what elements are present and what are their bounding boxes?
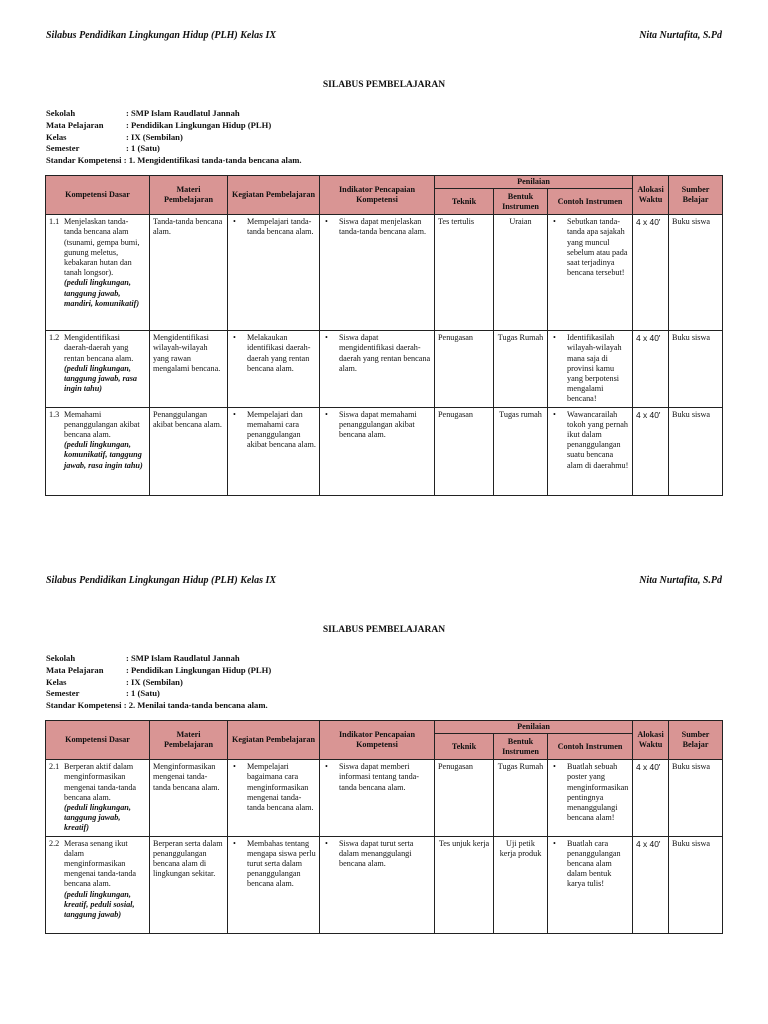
table-row: 1.1 Menjelaskan tanda-tanda bencana alam (tsunami, gempa bumi, gunung meletus, kebakaran hutan dan tanah longsor). (peduli lingkungan, tanggung jawab, mandiri, komunikatif) Tanda-tanda bencana alam. • Mempelajari tanda-tanda bencana alam. • Siswa dapat menjelaskan tanda-tanda bencana alam. Tes tertulis Uraian • Sebutkan tanda-tanda apa sajakah yang muncul sebelum atau pada saat terjadinya bencana tersebut! 4 x 40' Buku siswa [46, 215, 723, 331]
page-header-left: Silabus Pendidikan Lingkungan Hidup (PLH) Kelas IX [46, 575, 277, 586]
bullet-icon: • [553, 217, 556, 227]
syllabus-info: Sekolah : SMP Islam Raudlatul Jannah Mata Pelajaran : Pendidikan Lingkungan Hidup (PLH) Kelas : IX (Sembilan) Semester : 1 (Satu) Standar Kompetensi : 2. Menilai tanda-tanda bencana alam. [46, 653, 272, 711]
table-row: 2.2 Merasa senang ikut dalam menginformasikan mengenai tanda-tanda bencana alam. (peduli lingkungan, kreatif, peduli sosial, tanggung jawab) Berperan serta dalam penanggulangan bencana alam di lingkungan sekitar. • Membahas tentang mengapa siswa perlu turut serta dalam penanggulangan bencana alam. • Siswa dapat turut serta dalam menanggulangi bencana alam. Tes unjuk kerja Uji petik kerja produk • Buatlah cara penanggulangan bencana alam dalam bentuk karya tulis! 4 x 40' Buku siswa [46, 836, 723, 933]
bullet-icon: • [233, 217, 236, 227]
col-materi: Materi Pembelajaran [150, 176, 228, 215]
col-contoh: Contoh Instrumen [548, 189, 633, 215]
bullet-icon: • [233, 333, 236, 343]
bullet-icon: • [325, 333, 328, 343]
bullet-icon: • [553, 838, 556, 848]
table-row: 1.3 Memahami penanggulangan akibat bencana alam. (peduli lingkungan, komunikatif, tanggung jawab, rasa ingin tahu) Penanggulangan akibat bencana alam. • Mempelajari dan memahami cara penanggulangan akibat bencana alam. • Siswa dapat memahami penanggulangan akibat bencana alam. Penugasan Tugas rumah • Wawancarailah tokoh yang pernah ikut dalam penanggulangan suatu bencana alam di daerahmu! 4 x 40' Buku siswa [46, 407, 723, 495]
col-penilaian: Penilaian [435, 721, 633, 734]
col-bentuk: Bentuk Instrumen [494, 734, 548, 760]
bullet-icon: • [325, 838, 328, 848]
table-row: 2.1 Berperan aktif dalam menginformasikan mengenai tanda-tanda bencana alam. (peduli lingkungan, tanggung jawab, kreatif) Menginformasikan mengenai tanda-tanda bencana alam. • Mempelajari bagaimana cara menginformasikan mengenai tanda-tanda bencana alam. • Siswa dapat memberi informasi tentang tanda-tanda bencana alam. Penugasan Tugas Rumah • Buatlah sebuah poster yang menginformasikan pentingnya menanggulangi bencana alam! 4 x 40' Buku siswa [46, 760, 723, 836]
page-title: SILABUS PEMBELAJARAN [322, 625, 446, 635]
col-teknik: Teknik [435, 189, 494, 215]
col-penilaian: Penilaian [435, 176, 633, 189]
page-header-left: Silabus Pendidikan Lingkungan Hidup (PLH) Kelas IX [46, 30, 277, 41]
syllabus-table [45, 720, 723, 934]
bullet-icon: • [553, 762, 556, 772]
col-sumber: Sumber Belajar [669, 721, 723, 760]
bullet-icon: • [325, 762, 328, 772]
col-alokasi: Alokasi Waktu [633, 176, 669, 215]
bullet-icon: • [325, 217, 328, 227]
col-alokasi: Alokasi Waktu [633, 721, 669, 760]
syllabus-table [45, 175, 723, 496]
col-kompetensi-dasar: Kompetensi Dasar [46, 721, 150, 760]
col-kegiatan: Kegiatan Pembelajaran [228, 176, 320, 215]
bullet-icon: • [233, 409, 236, 419]
col-materi: Materi Pembelajaran [150, 721, 228, 760]
table-row: 1.2 Mengidentifikasi daerah-daerah yang rentan bencana alam. (peduli lingkungan, tanggung jawab, rasa ingin tahu) Mengidentifikasi wilayah-wilayah yang rawan mengalami bencana. • Melakaukan identifikasi daerah-daerah yang rentan bencana alam. • Siswa dapat mengidentifikasi daerah-daerah yang rentan bencana alam. Penugasan Tugas Rumah • Identifikasilah wilayah-wilayah mana saja di provinsi kamu yang berpotensi mengalami bencana! 4 x 40' Buku siswa [46, 331, 723, 407]
bullet-icon: • [553, 333, 556, 343]
bullet-icon: • [233, 838, 236, 848]
col-teknik: Teknik [435, 734, 494, 760]
col-kegiatan: Kegiatan Pembelajaran [228, 721, 320, 760]
page-title: SILABUS PEMBELAJARAN [322, 80, 446, 90]
page-header-right: Nita Nurtafita, S.Pd [639, 30, 722, 41]
bullet-icon: • [325, 409, 328, 419]
col-indikator: Indikator Pencapaian Kompetensi [320, 721, 435, 760]
col-bentuk: Bentuk Instrumen [494, 189, 548, 215]
syllabus-info: Sekolah : SMP Islam Raudlatul Jannah Mata Pelajaran : Pendidikan Lingkungan Hidup (PLH) Kelas : IX (Sembilan) Semester : 1 (Satu) Standar Kompetensi : 1. Mengidentifikasi tanda-tanda bencana alam. [46, 108, 302, 166]
bullet-icon: • [233, 762, 236, 772]
bullet-icon: • [553, 409, 556, 419]
col-indikator: Indikator Pencapaian Kompetensi [320, 176, 435, 215]
page-header-right: Nita Nurtafita, S.Pd [639, 575, 722, 586]
col-contoh: Contoh Instrumen [548, 734, 633, 760]
col-kompetensi-dasar: Kompetensi Dasar [46, 176, 150, 215]
col-sumber: Sumber Belajar [669, 176, 723, 215]
